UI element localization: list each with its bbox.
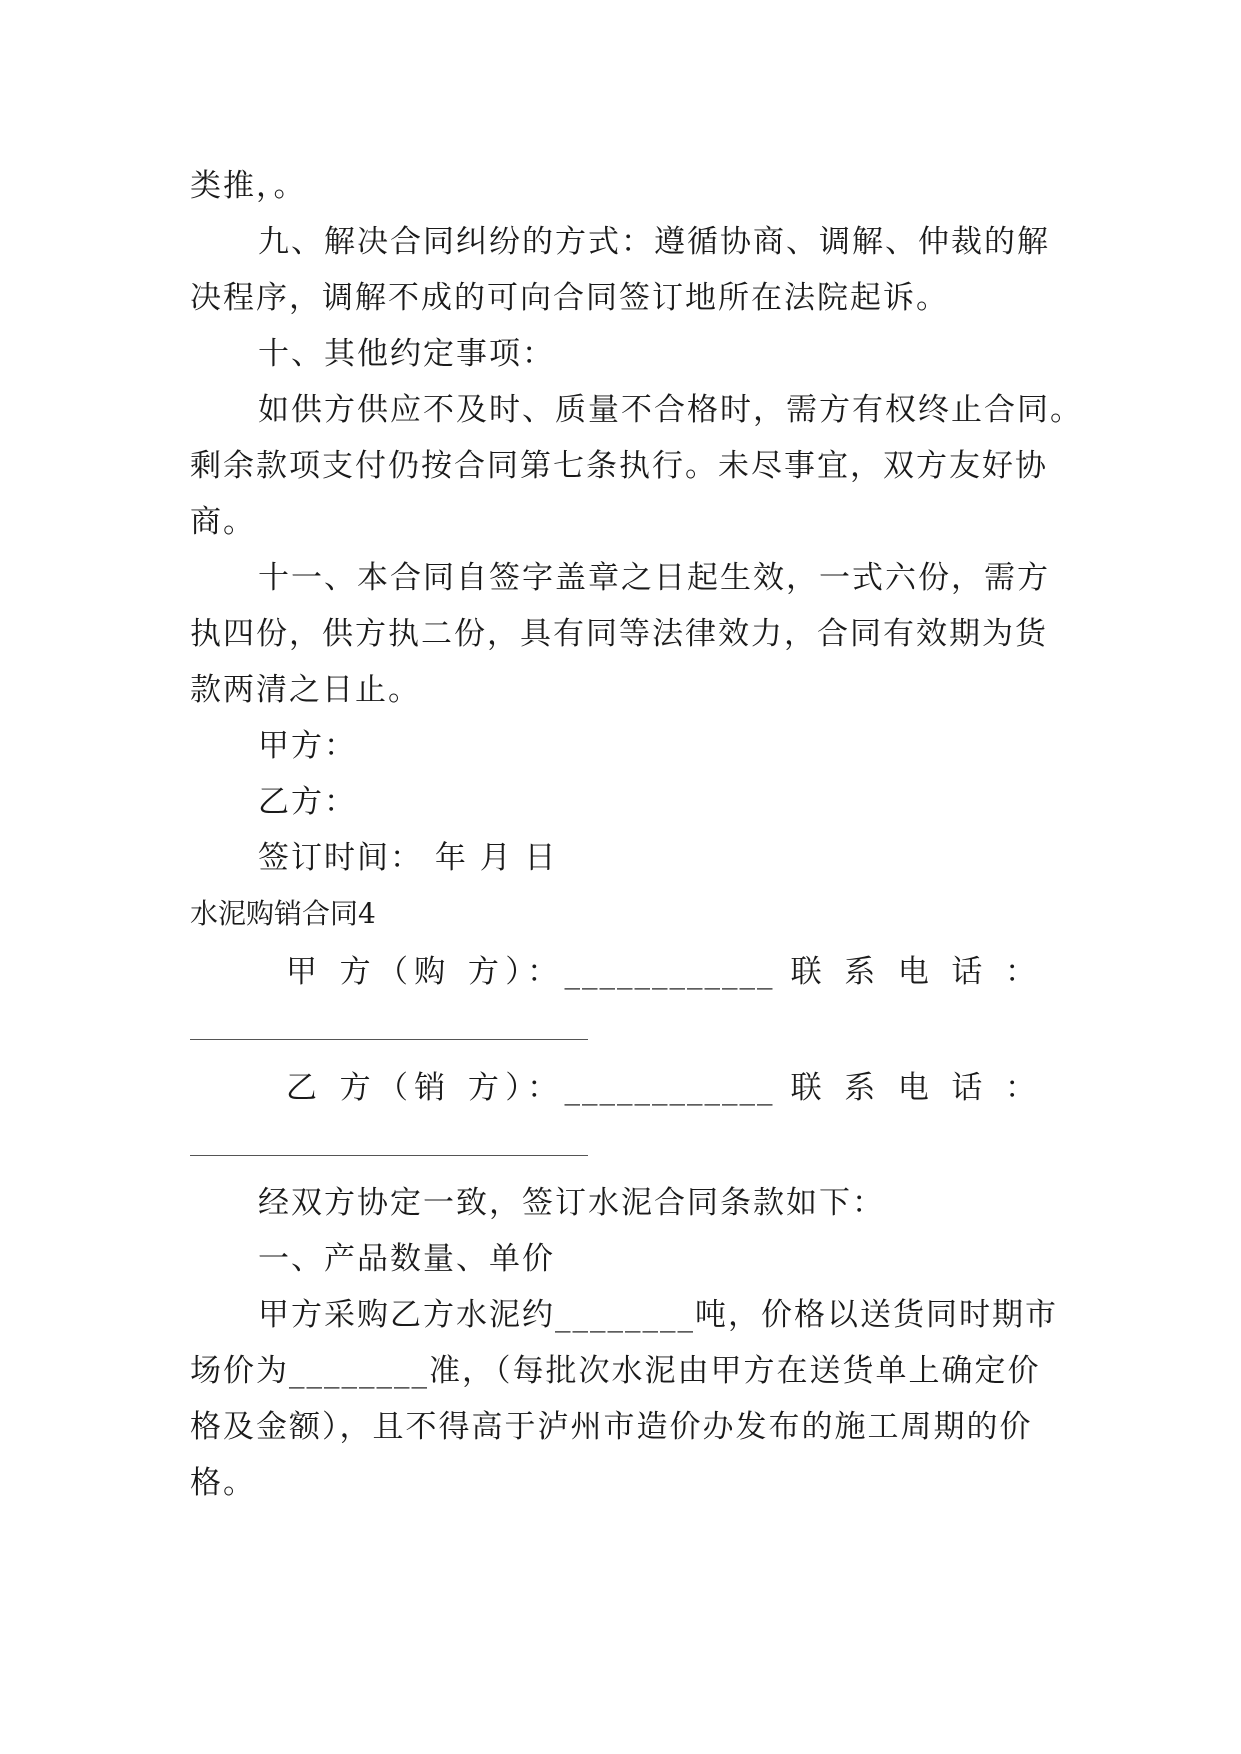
- clause-11-line-1: 十一、本合同自签字盖章之日起生效，一式六份，需方: [258, 560, 1050, 596]
- clause-10-line-2: 剩余款项支付仍按合同第七条执行。未尽事宜，双方友好协: [190, 448, 1048, 484]
- section-1-line-4: 格。: [190, 1465, 256, 1501]
- party-b-seller-line: 乙 方（销 方）：____________ 联 系 电 话 ：: [286, 1070, 1038, 1106]
- paragraph-line: 类推，。: [190, 168, 307, 204]
- clause-11-line-3: 款两清之日止。: [190, 672, 421, 708]
- clause-11-line-2: 执四份，供方执二份，具有同等法律效力，合同有效期为货: [190, 616, 1048, 652]
- signing-date: 签订时间： 年 月 日: [258, 840, 558, 876]
- section-1-line-3: 格及金额），且不得高于泸州市造价办发布的施工周期的价: [190, 1409, 1033, 1445]
- section-1-line-1: 甲方采购乙方水泥约________吨，价格以送货同时期市: [258, 1297, 1058, 1333]
- party-a-phone-blank: [190, 1039, 588, 1040]
- clause-10-line-1: 如供方供应不及时、质量不合格时，需方有权终止合同。: [258, 392, 1083, 428]
- party-b-phone-blank: [190, 1155, 588, 1156]
- party-a-signature: 甲方：: [258, 728, 357, 764]
- clause-9-line-2: 决程序，调解不成的可向合同签订地所在法院起诉。: [190, 280, 949, 316]
- section-1-line-2: 场价为________准，（每批次水泥由甲方在送货单上确定价: [190, 1353, 1041, 1389]
- clause-9-line-1: 九、解决合同纠纷的方式：遵循协商、调解、仲裁的解: [258, 224, 1050, 260]
- section-1-heading: 一、产品数量、单价: [258, 1241, 555, 1277]
- party-a-buyer-line: 甲 方（购 方）：____________ 联 系 电 话 ：: [286, 954, 1038, 990]
- party-b-signature: 乙方：: [258, 784, 357, 820]
- contract-title: 水泥购销合同4: [190, 897, 376, 930]
- clause-10-line-3: 商。: [190, 504, 256, 540]
- agreement-intro: 经双方协定一致，签订水泥合同条款如下：: [258, 1185, 885, 1221]
- clause-10-heading: 十、其他约定事项：: [258, 336, 555, 372]
